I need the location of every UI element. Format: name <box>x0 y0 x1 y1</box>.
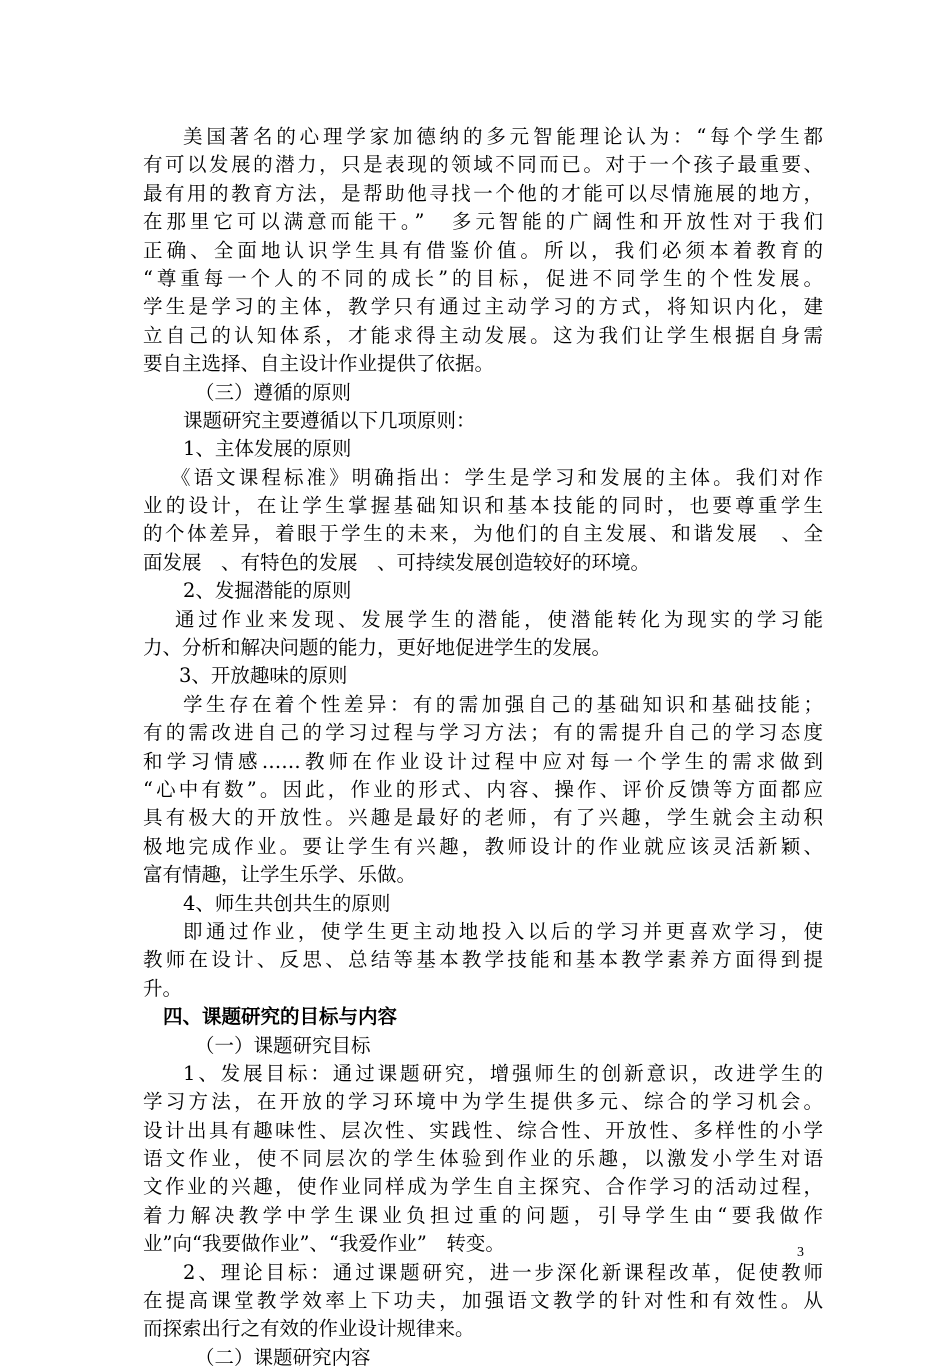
text-line: 《语文课程标准》明确指出：学生是学习和发展的主体。我们对作 <box>171 465 823 489</box>
paragraph <box>143 379 823 407</box>
paragraph <box>143 435 823 463</box>
text-line: 和学习情感……教师在作业设计过程中应对每一个学生的需求做到 <box>143 749 823 773</box>
text-line: 的个体差异，着眼于学生的未来，为他们的自主发展、和谐发展 、全 <box>143 522 823 546</box>
paragraph <box>143 606 823 663</box>
text-line: 富有情趣，让学生乐学、乐做。 <box>143 863 417 887</box>
text-line: 业”向“我要做作业”、“我爱作业” 转变。 <box>143 1232 505 1256</box>
text-line: 1、主体发展的原则 <box>183 437 352 461</box>
text-line: 最有用的教育方法，是帮助他寻找一个他的才能可以尽情施展的地方， <box>143 181 823 205</box>
text-line: 学习方法，在开放的学习环境中为学生提供多元、综合的学习机会。 <box>143 1090 823 1114</box>
paragraph <box>143 1032 823 1060</box>
paragraph <box>143 123 823 379</box>
paragraph <box>143 1259 823 1344</box>
text-line: 业的设计，在让学生掌握基础知识和基本技能的同时，也要尊重学生 <box>143 494 823 518</box>
text-line: 立自己的认知体系，才能求得主动发展。这为我们让学生根据自身需 <box>143 323 823 347</box>
text-line: 而探索出行之有效的作业设计规律来。 <box>143 1317 475 1341</box>
text-line: 面发展 、有特色的发展 、可持续发展创造较好的环境。 <box>143 550 651 574</box>
text-line: 3、开放趣味的原则 <box>179 664 348 688</box>
text-line: 课题研究主要遵循以下几项原则： <box>183 408 476 432</box>
paragraph <box>143 577 823 605</box>
text-line: 2、理论目标：通过课题研究，进一步深化新课程改革，促使教师 <box>183 1260 823 1284</box>
text-line: 文作业的兴趣，使作业同样成为学生自主探究、合作学习的活动过程， <box>143 1175 823 1199</box>
paragraph <box>143 918 823 1003</box>
text-line: 1、发展目标：通过课题研究，增强师生的创新意识，改进学生的 <box>183 1061 823 1085</box>
paragraph <box>143 691 823 890</box>
text-line: （二）课题研究内容 <box>195 1345 371 1369</box>
paragraph <box>143 407 823 435</box>
text-line: 有可以发展的潜力，只是表现的领域不同而已。对于一个孩子最重要、 <box>143 153 823 177</box>
paragraph <box>143 662 823 690</box>
paragraph <box>143 1060 823 1259</box>
paragraph <box>143 464 823 578</box>
text-line: 学生是学习的主体，教学只有通过主动学习的方式，将知识内化，建 <box>143 295 823 319</box>
text-line: 美国著名的心理学家加德纳的多元智能理论认为：“每个学生都 <box>183 125 823 148</box>
text-line: 4、师生共创共生的原则 <box>183 891 391 915</box>
text-line: 四、课题研究的目标与内容 <box>163 1005 398 1029</box>
text-line: 通过作业来发现、发展学生的潜能，使潜能转化为现实的学习能 <box>175 607 823 631</box>
text-line: 升。 <box>143 976 183 1000</box>
text-line: 有的需改进自己的学习过程与学习方法；有的需提升自己的学习态度 <box>143 721 823 745</box>
section-heading <box>143 1003 823 1031</box>
text-line: （一）课题研究目标 <box>195 1033 371 1057</box>
text-line: “尊重每一个人的不同的成长”的目标，促进不同学生的个性发展。 <box>143 266 823 290</box>
text-line: 在提高课堂教学效率上下功夫，加强语文教学的针对性和有效性。从 <box>143 1289 823 1313</box>
text-line: 教师在设计、反思、总结等基本教学技能和基本教学素养方面得到提 <box>143 948 823 972</box>
page-number: 3 <box>797 1245 804 1260</box>
text-line: 2、发掘潜能的原则 <box>183 579 352 603</box>
body-text <box>143 123 823 1372</box>
paragraph <box>143 890 823 918</box>
text-line: 正确、全面地认识学生具有借鉴价值。所以，我们必须本着教育的 <box>143 238 823 262</box>
text-line: 语文作业，使不同层次的学生体验到作业的乐趣，以激发小学生对语 <box>143 1147 823 1171</box>
text-line: 即通过作业，使学生更主动地投入以后的学习并更喜欢学习，使 <box>183 919 823 943</box>
text-line: （三）遵循的原则 <box>195 380 352 404</box>
text-line: 极地完成作业。要让学生有兴趣，教师设计的作业就应该灵活新颖、 <box>143 834 823 858</box>
text-line: 要自主选择、自主设计作业提供了依据。 <box>143 352 495 376</box>
paragraph <box>143 1344 823 1372</box>
text-line: “心中有数”。因此，作业的形式、内容、操作、评价反馈等方面都应 <box>143 777 823 801</box>
text-line: 具有极大的开放性。兴趣是最好的老师，有了兴趣，学生就会主动积 <box>143 806 823 830</box>
text-line: 力、分析和解决问题的能力，更好地促进学生的发展。 <box>143 636 612 660</box>
text-line: 着力解决教学中学生课业负担过重的问题，引导学生由“要我做作 <box>143 1203 823 1227</box>
text-line: 在那里它可以满意而能干。” 多元智能的广阔性和开放性对于我们 <box>143 210 823 234</box>
text-line: 学生存在着个性差异：有的需加强自己的基础知识和基础技能； <box>183 692 823 716</box>
text-line: 设计出具有趣味性、层次性、实践性、综合性、开放性、多样性的小学 <box>143 1118 823 1142</box>
